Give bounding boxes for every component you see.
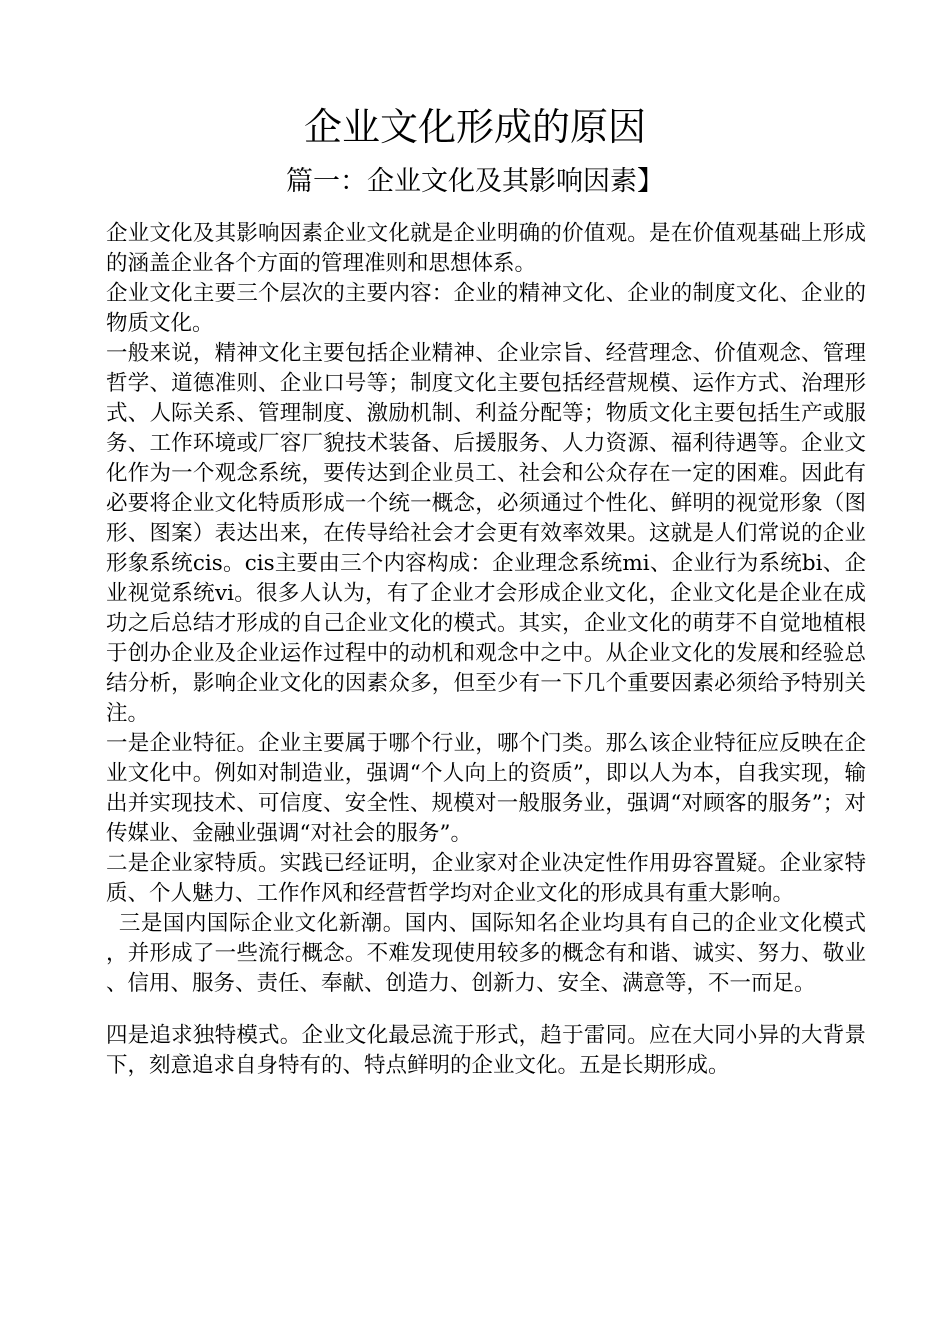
document-subtitle: 篇一：企业文化及其影响因素】: [286, 166, 664, 197]
paragraph-overview: 一般来说，精神文化主要包括企业精神、企业宗旨、经营理念、价值观念、管理哲学、道德准则、企业口号等；制度文化主要包括经营规模、运作方式、治理形式、人际关系、管理制度、激励机制、利益分配等；物质文化主要包括生产或服务、工作环境或厂容厂貌技术装备、后援服务、人力资源、福利待遇等。企业文化作为一个观念系统，要传达到企业员工、社会和公众存在一定的困难。因此有必要将企业文化特质形成一个统一概念，必须通过个性化、鲜明的视觉形象（图形、图案）表达出来，在传导给社会才会更有效率效果。这就是人们常说的企业形象系统cis。cis主要由三个内容构成：企业理念系统mi、企业行为系统bi、企业视觉系统vi。很多人认为，有了企业才会形成企业文化，企业文化是企业在成功之后总结才形成的自己企业文化的模式。其实，企业文化的萌芽不自觉地植根于创办企业及企业运作过程中的动机和观念中之中。从企业文化的发展和经验总结分析，影响企业文化的因素众多，但至少有一下几个重要因素必须给予特别关注。: [106, 341, 866, 726]
document-body: [106, 219, 866, 1081]
paragraph-factor-two: 二是企业家特质。实践已经证明，企业家对企业决定性作用毋容置疑。企业家特质、个人魅力、工作作风和经营哲学均对企业文化的形成具有重大影响。: [106, 851, 866, 906]
paragraph-factor-one: 一是企业特征。企业主要属于哪个行业，哪个门类。那么该企业特征应反映在企业文化中。例如对制造业，强调“个人向上的资质”，即以人为本，自我实现，输出并实现技术、可信度、安全性、规模对一般服务业，强调“对顾客的服务”；对传媒业、金融业强调“对社会的服务”。: [106, 731, 866, 846]
paragraph-three-levels: 企业文化主要三个层次的主要内容：企业的精神文化、企业的制度文化、企业的物质文化。: [106, 281, 866, 336]
document-title: 企业文化形成的原因: [303, 105, 646, 149]
paragraph-definition: 企业文化及其影响因素企业文化就是企业明确的价值观。是在价值观基础上形成的涵盖企业各个方面的管理准则和思想体系。: [106, 221, 866, 276]
paragraph-factor-four: 四是追求独特模式。企业文化最忌流于形式，趋于雷同。应在大同小异的大背景下，刻意追求自身特有的、特点鲜明的企业文化。五是长期形成。: [106, 1023, 866, 1078]
paragraph-factor-three: 三是国内国际企业文化新潮。国内、国际知名企业均具有自己的企业文化模式，并形成了一些流行概念。不难发现使用较多的概念有和谐、诚实、努力、敬业、信用、服务、责任、奉献、创造力、创新力、安全、满意等，不一而足。: [106, 911, 866, 996]
